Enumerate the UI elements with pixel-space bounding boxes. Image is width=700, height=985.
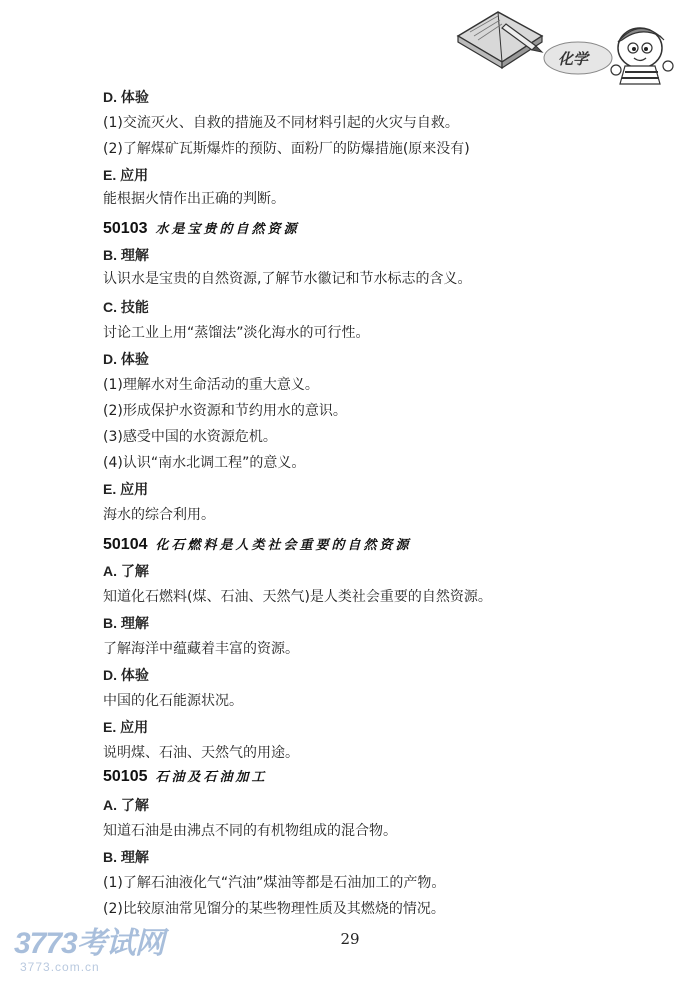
book-and-character-illustration bbox=[450, 6, 680, 86]
section-code: 50104 bbox=[103, 536, 148, 553]
subsection-heading: E. 应用 bbox=[103, 167, 149, 183]
section-title: 化石燃料是人类社会重要的自然资源 bbox=[155, 538, 412, 553]
subsection-heading: D. 体验 bbox=[103, 351, 149, 367]
page-number: 29 bbox=[340, 930, 360, 948]
body-text-line: (2)了解煤矿瓦斯爆炸的预防、面粉厂的防爆措施(原来没有) bbox=[103, 141, 470, 157]
subsection-heading: C. 技能 bbox=[103, 299, 149, 315]
body-text-line: 海水的综合利用。 bbox=[103, 507, 215, 523]
body-text-line: (1)交流灭火、自救的措施及不同材料引起的火灾与自救。 bbox=[103, 115, 459, 131]
watermark-logo: 3773考试网 bbox=[14, 927, 164, 960]
section-code: 50105 bbox=[103, 768, 148, 785]
watermark-url: 3773.com.cn bbox=[20, 960, 100, 974]
section-heading bbox=[103, 534, 412, 556]
body-text-line: 讨论工业上用“蒸馏法”淡化海水的可行性。 bbox=[103, 325, 370, 341]
section-heading bbox=[103, 766, 268, 788]
body-text-line: (2)形成保护水资源和节约用水的意识。 bbox=[103, 403, 347, 419]
body-text-line: (4)认识“南水北调工程”的意义。 bbox=[103, 455, 306, 471]
body-text-line: (3)感受中国的水资源危机。 bbox=[103, 429, 277, 445]
section-title: 水是宝贵的自然资源 bbox=[155, 222, 300, 237]
body-text-line: (2)比较原油常见馏分的某些物理性质及其燃烧的情况。 bbox=[103, 901, 445, 917]
watermark bbox=[14, 918, 164, 974]
subsection-heading: A. 了解 bbox=[103, 797, 149, 813]
header-banner bbox=[450, 6, 680, 86]
subsection-heading: B. 理解 bbox=[103, 615, 149, 631]
body-text-line: 中国的化石能源状况。 bbox=[103, 693, 243, 709]
subsection-heading: E. 应用 bbox=[103, 481, 149, 497]
body-text-line: 知道石油是由沸点不同的有机物组成的混合物。 bbox=[103, 823, 397, 839]
body-text-line: 说明煤、石油、天然气的用途。 bbox=[103, 745, 299, 761]
subsection-heading: D. 体验 bbox=[103, 89, 149, 105]
subsection-heading: A. 了解 bbox=[103, 563, 149, 579]
body-text-line: 了解海洋中蕴藏着丰富的资源。 bbox=[103, 641, 299, 657]
subsection-heading: B. 理解 bbox=[103, 849, 149, 865]
subsection-heading: D. 体验 bbox=[103, 667, 149, 683]
open-book-icon bbox=[458, 12, 542, 68]
body-text-line: (1)理解水对生命活动的重大意义。 bbox=[103, 377, 319, 393]
section-code: 50103 bbox=[103, 220, 148, 237]
body-text-line: 知道化石燃料(煤、石油、天然气)是人类社会重要的自然资源。 bbox=[103, 589, 492, 605]
subsection-heading: E. 应用 bbox=[103, 719, 149, 735]
body-text-line: 认识水是宝贵的自然资源,了解节水徽记和节水标志的含义。 bbox=[103, 271, 472, 287]
body-text-line: 能根据火情作出正确的判断。 bbox=[103, 191, 285, 207]
body-text-line: (1)了解石油液化气“汽油”煤油等都是石油加工的产物。 bbox=[103, 875, 446, 891]
cartoon-boy-icon bbox=[611, 28, 673, 84]
section-heading bbox=[103, 218, 300, 240]
subject-label: 化学 bbox=[558, 50, 589, 68]
subsection-heading: B. 理解 bbox=[103, 247, 149, 263]
section-title: 石油及石油加工 bbox=[155, 770, 268, 785]
